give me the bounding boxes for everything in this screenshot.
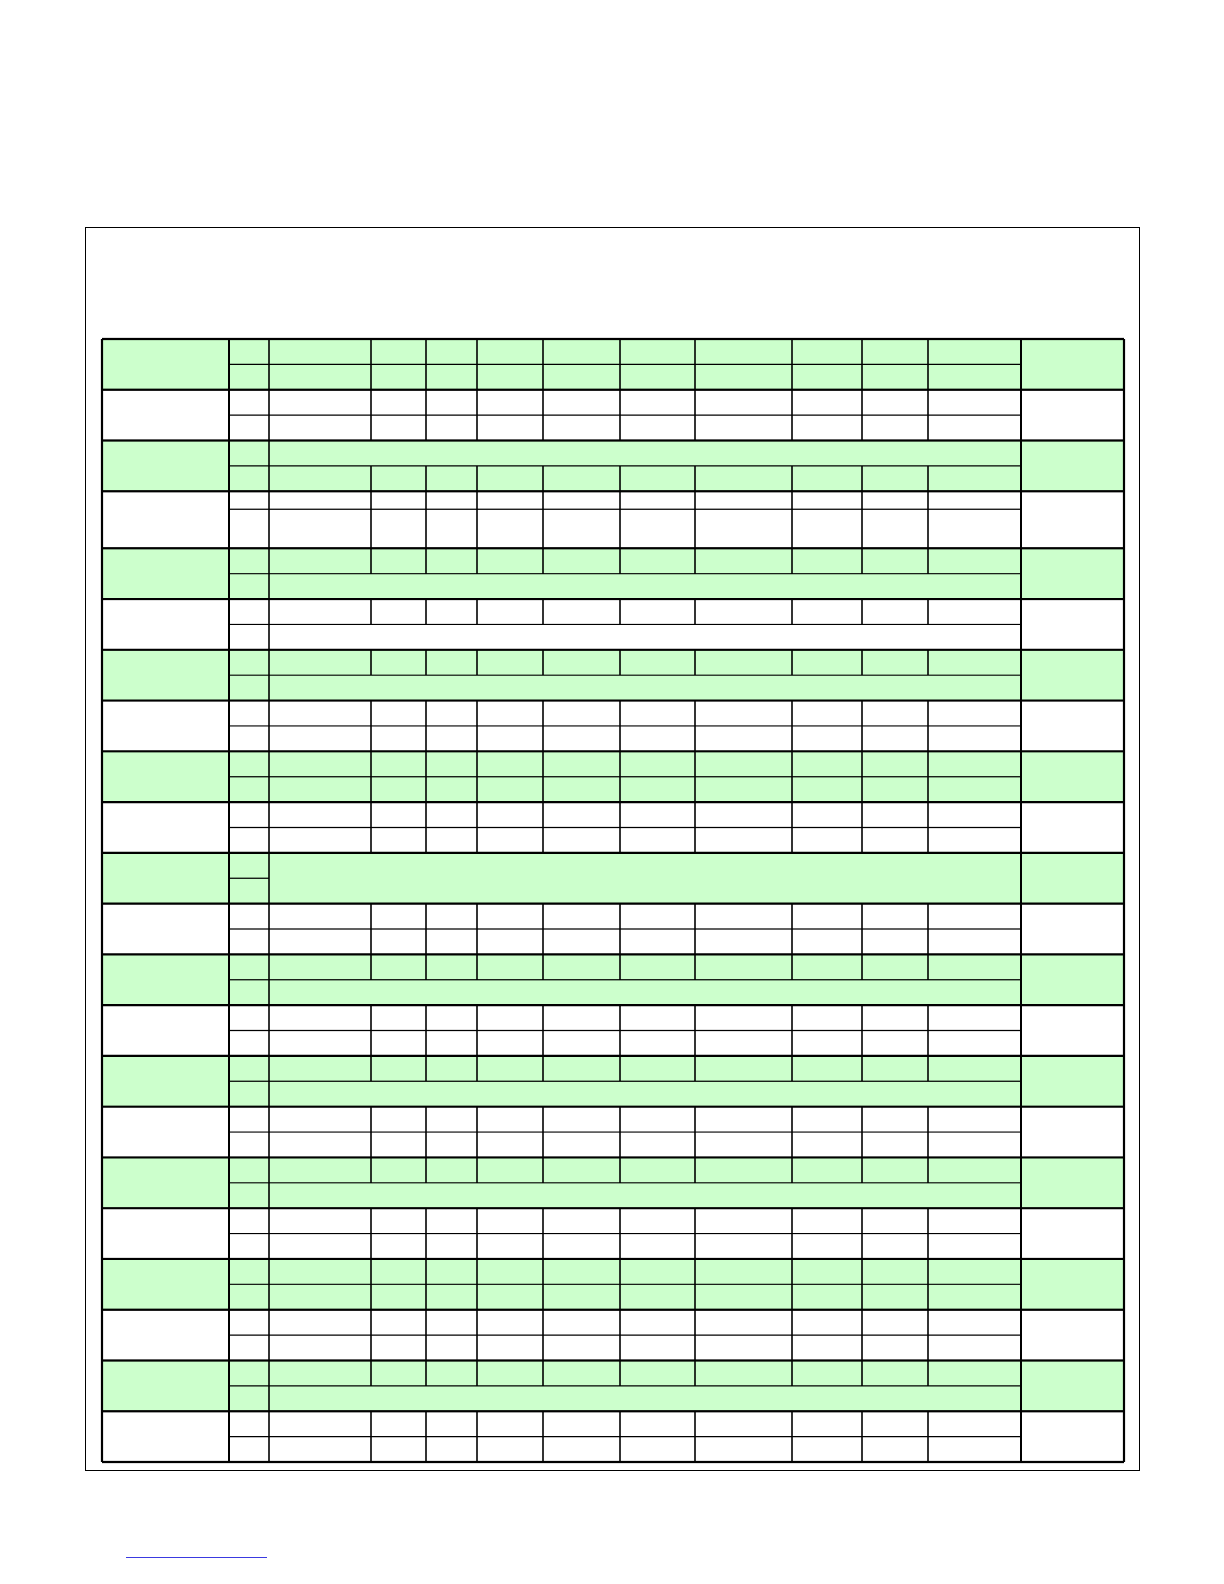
footer-link-underline[interactable] xyxy=(126,1557,267,1558)
